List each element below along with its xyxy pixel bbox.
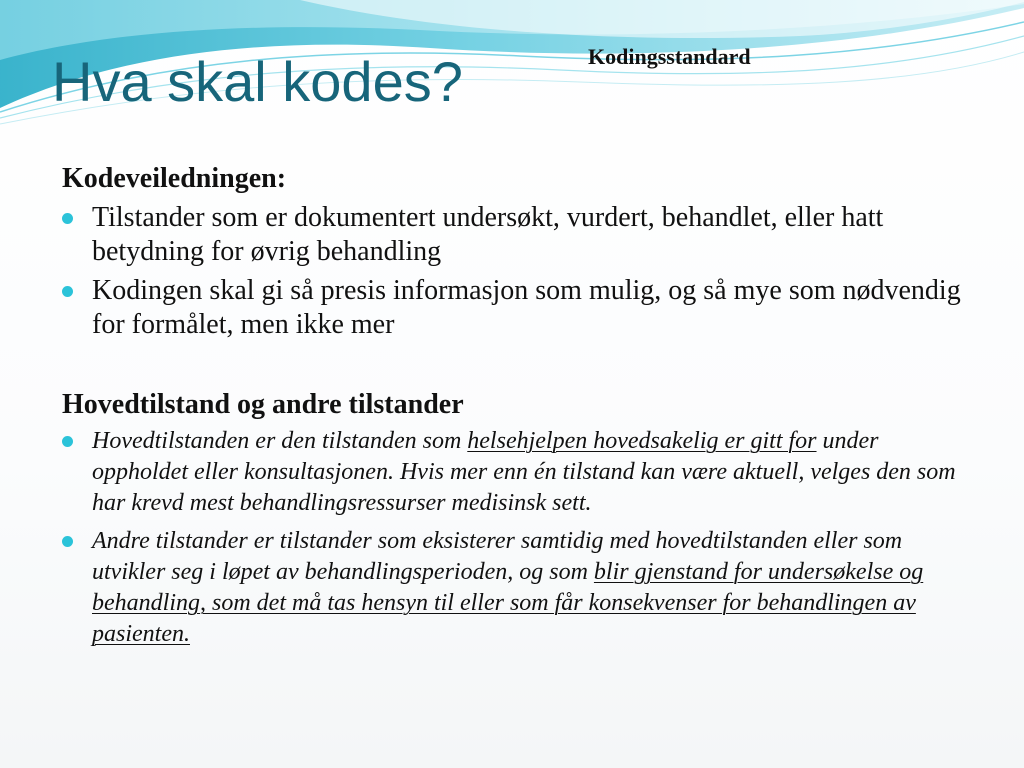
list-item xyxy=(62,274,962,342)
underlined-emphasis: blir gjenstand for undersøkelse og behandling, som det må tas hensyn til eller som får konsekvenser for behandlingen av pasienten. xyxy=(92,559,924,647)
section-heading-hovedtilstand: Hovedtilstand og andre tilstander xyxy=(62,389,464,420)
bullet-list-kodeveiledningen xyxy=(62,201,962,342)
bullet-dot-icon xyxy=(62,286,73,297)
header-tag: Kodingsstandard xyxy=(588,44,751,69)
list-item-text-before: Andre tilstander er tilstander som eksisterer samtidig med hovedtilstanden eller som utvikler seg i løpet av behandlingsperioden, og som xyxy=(92,528,903,585)
list-item xyxy=(62,526,962,650)
section-heading-kodeveiledningen: Kodeveiledningen: xyxy=(62,163,287,194)
bullet-list-hovedtilstand xyxy=(62,426,962,650)
list-item-text: Kodingen skal gi så presis informasjon som mulig, og så mye som nødvendig for formålet, men ikke mer xyxy=(92,275,961,340)
list-item xyxy=(62,201,962,269)
bullet-dot-icon xyxy=(62,213,73,224)
list-item xyxy=(62,426,962,519)
bullet-dot-icon xyxy=(62,436,73,447)
bullet-dot-icon xyxy=(62,536,73,547)
list-item-text-before: Hovedtilstanden er den tilstanden som xyxy=(92,428,468,454)
list-item-text-after: under oppholdet eller konsultasjonen. Hvis mer enn én tilstand kan være aktuell, velges den som har krevd mest behandlingsressurser medisinsk sett. xyxy=(92,428,956,516)
slide-title: Hva skal kodes? xyxy=(52,50,463,113)
underlined-emphasis: helsehjelpen hovedsakelig er gitt for xyxy=(467,428,817,454)
slide-content xyxy=(62,162,962,650)
list-item-text: Tilstander som er dokumentert undersøkt, vurdert, behandlet, eller hatt betydning for øvrig behandling xyxy=(92,202,884,267)
